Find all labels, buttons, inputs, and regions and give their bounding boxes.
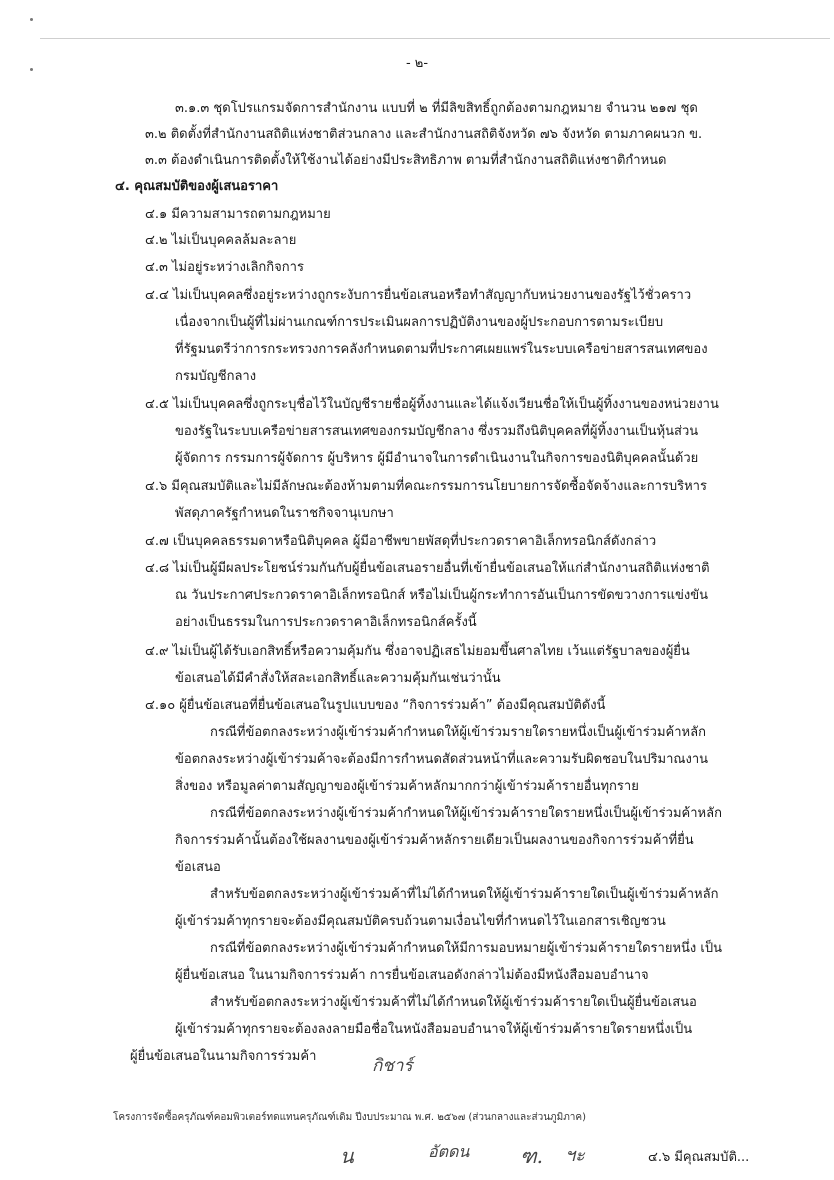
document-footer: โครงการจัดซื้อครุภัณฑ์คอมพิวเตอร์ทดแทนครุภัณฑ์เดิม ปีงบประมาณ พ.ศ. ๒๕๖๗ (ส่วนกลางและส่วนภูมิภาค) xyxy=(113,1112,587,1123)
joint-venture-para-2: กรณีที่ข้อตกลงระหว่างผู้เข้าร่วมค้ากำหนดให้ผู้เข้าร่วมค้ารายใดรายหนึ่งเป็นผู้เข้าร่วมค้าหลัก xyxy=(210,806,722,821)
joint-venture-para-5: สำหรับข้อตกลงระหว่างผู้เข้าร่วมค้าที่ไม่ได้กำหนดให้ผู้เข้าร่วมค้ารายใดเป็นผู้ยื่นข้อเสนอ xyxy=(210,995,697,1010)
handwritten-initials: ฑ. xyxy=(520,1144,543,1168)
continuation-marker: ๔.๖ มีคุณสมบัติ... xyxy=(648,1150,750,1165)
handwritten-initials: กิชาร์ xyxy=(372,1056,413,1076)
joint-venture-para-5-end: ผู้ยื่นข้อเสนอในนามกิจการร่วมค้า xyxy=(130,1049,317,1064)
page-top-rule xyxy=(40,38,830,39)
clause-4-7: ๔.๗ เป็นบุคคลธรรมดาหรือนิติบุคคล ผู้มีอาชีพขายพัสดุที่ประกวดราคาอิเล็กทรอนิกส์ดังกล่าว xyxy=(145,534,657,549)
joint-venture-para-2-cont: ข้อเสนอ xyxy=(175,860,221,875)
joint-venture-para-1-cont: ข้อตกลงระหว่างผู้เข้าร่วมค้าจะต้องมีการกำหนดสัดส่วนหน้าที่และความรับผิดชอบในปริมาณงาน xyxy=(175,752,709,767)
handwritten-initials: ฯะ xyxy=(565,1145,585,1166)
joint-venture-para-1: กรณีที่ข้อตกลงระหว่างผู้เข้าร่วมค้ากำหนดให้ผู้เข้าร่วมรายใดรายหนึ่งเป็นผู้เข้าร่วมค้าหลัก xyxy=(210,725,706,740)
handwritten-initials: อัตดน xyxy=(428,1142,470,1161)
clause-4-8: ๔.๘ ไม่เป็นผู้มีผลประโยชน์ร่วมกันกับผู้ยื่นข้อเสนอรายอื่นที่เข้ายื่นข้อเสนอให้แก่สำนักงานสถิติแห่งชาติ xyxy=(145,561,710,576)
scan-speck xyxy=(30,18,33,21)
joint-venture-para-3-cont: ผู้เข้าร่วมค้าทุกรายจะต้องมีคุณสมบัติครบถ้วนตามเงื่อนไขที่กำหนดไว้ในเอกสารเชิญชวน xyxy=(175,914,666,929)
clause-3-3: ๓.๓ ต้องดำเนินการติดตั้งให้ใช้งานได้อย่างมีประสิทธิภาพ ตามที่สำนักงานสถิติแห่งชาติกำหนด xyxy=(145,153,667,168)
clause-4-6: ๔.๖ มีคุณสมบัติและไม่มีลักษณะต้องห้ามตามที่คณะกรรมการนโยบายการจัดซื้อจัดจ้างและการบริหาร xyxy=(145,479,707,494)
clause-4-5-cont: ของรัฐในระบบเครือข่ายสารสนเทศของกรมบัญชีกลาง ซึ่งรวมถึงนิติบุคคลที่ผู้ทิ้งงานเป็นหุ้นส่วน xyxy=(175,424,699,439)
clause-4-10: ๔.๑๐ ผู้ยื่นข้อเสนอที่ยื่นข้อเสนอในรูปแบบของ “กิจการร่วมค้า” ต้องมีคุณสมบัติดังนี้ xyxy=(145,698,606,713)
clause-3-2: ๓.๒ ติดตั้งที่สำนักงานสถิติแห่งชาติส่วนกลาง และสำนักงานสถิติจังหวัด ๗๖ จังหวัด ตามภาคผนวก ข. xyxy=(145,127,703,142)
clause-4-8-cont: อย่างเป็นธรรมในการประกวดราคาอิเล็กทรอนิกส์ครั้งนี้ xyxy=(175,615,477,630)
handwritten-initials: น xyxy=(340,1144,354,1168)
page-number: - ๒- xyxy=(405,56,429,71)
clause-4-3: ๔.๓ ไม่อยู่ระหว่างเลิกกิจการ xyxy=(145,260,304,275)
clause-4-5-cont: ผู้จัดการ กรรมการผู้จัดการ ผู้บริหาร ผู้มีอำนาจในการดำเนินงานในกิจการของนิติบุคคลนั้นด้วย xyxy=(175,451,699,466)
joint-venture-para-4-cont: ผู้ยื่นข้อเสนอ ในนามกิจการร่วมค้า การยื่นข้อเสนอดังกล่าวไม่ต้องมีหนังสือมอบอำนาจ xyxy=(175,968,649,983)
clause-4-6-cont: พัสดุภาครัฐกำหนดในราชกิจจานุเบกษา xyxy=(175,506,394,521)
joint-venture-para-2-cont: กิจการร่วมค้านั้นต้องใช้ผลงานของผู้เข้าร่วมค้าหลักรายเดียวเป็นผลงานของกิจการร่วมค้าที่ยื่น xyxy=(175,833,694,848)
joint-venture-para-3: สำหรับข้อตกลงระหว่างผู้เข้าร่วมค้าที่ไม่ได้กำหนดให้ผู้เข้าร่วมค้ารายใดเป็นผู้เข้าร่วมค้าหลัก xyxy=(210,887,719,902)
clause-3-1-3: ๓.๑.๓ ชุดโปรแกรมจัดการสำนักงาน แบบที่ ๒ ที่มีลิขสิทธิ์ถูกต้องตามกฎหมาย จำนวน ๒๑๗ ชุด xyxy=(175,101,698,116)
clause-4-1: ๔.๑ มีความสามารถตามกฎหมาย xyxy=(145,207,331,222)
clause-4-9-cont: ข้อเสนอได้มีคำสั่งให้สละเอกสิทธิ์และความคุ้มกันเช่นว่านั้น xyxy=(175,671,501,686)
section-4-heading: ๔. คุณสมบัติของผู้เสนอราคา xyxy=(115,179,279,194)
clause-4-4-cont: ที่รัฐมนตรีว่าการกระทรวงการคลังกำหนดตามที่ประกาศเผยแพร่ในระบบเครือข่ายสารสนเทศของ xyxy=(175,342,708,357)
clause-4-4-cont: กรมบัญชีกลาง xyxy=(175,369,257,384)
clause-4-2: ๔.๒ ไม่เป็นบุคคลล้มละลาย xyxy=(145,233,297,248)
joint-venture-para-5-cont: ผู้เข้าร่วมค้าทุกรายจะต้องลงลายมือชื่อในหนังสือมอบอำนาจให้ผู้เข้าร่วมค้ารายใดรายหนึ่งเป็น xyxy=(175,1022,693,1037)
clause-4-8-cont: ณ วันประกาศประกวดราคาอิเล็กทรอนิกส์ หรือไม่เป็นผู้กระทำการอันเป็นการขัดขวางการแข่งขัน xyxy=(175,588,709,603)
clause-4-4: ๔.๔ ไม่เป็นบุคคลซึ่งอยู่ระหว่างถูกระงับการยื่นข้อเสนอหรือทำสัญญากับหน่วยงานของรัฐไว้ชั่วคราว xyxy=(145,288,692,303)
clause-4-5: ๔.๕ ไม่เป็นบุคคลซึ่งถูกระบุชื่อไว้ในบัญชีรายชื่อผู้ทิ้งงานและได้แจ้งเวียนชื่อให้เป็นผู้ทิ้งงานของหน่วยงาน xyxy=(145,397,719,412)
clause-4-9: ๔.๙ ไม่เป็นผู้ได้รับเอกสิทธิ์หรือความคุ้มกัน ซึ่งอาจปฏิเสธไม่ยอมขึ้นศาลไทย เว้นแต่รัฐบาลของผู้ยื่น xyxy=(145,644,690,659)
joint-venture-para-4: กรณีที่ข้อตกลงระหว่างผู้เข้าร่วมค้ากำหนดให้มีการมอบหมายผู้เข้าร่วมค้ารายใดรายหนึ่ง เป็น xyxy=(210,941,722,956)
clause-4-4-cont: เนื่องจากเป็นผู้ที่ไม่ผ่านเกณฑ์การประเมินผลการปฏิบัติงานของผู้ประกอบการตามระเบียบ xyxy=(175,315,664,330)
joint-venture-para-1-cont: สิ่งของ หรือมูลค่าตามสัญญาของผู้เข้าร่วมค้าหลักมากกว่าผู้เข้าร่วมค้ารายอื่นทุกราย xyxy=(175,779,639,794)
